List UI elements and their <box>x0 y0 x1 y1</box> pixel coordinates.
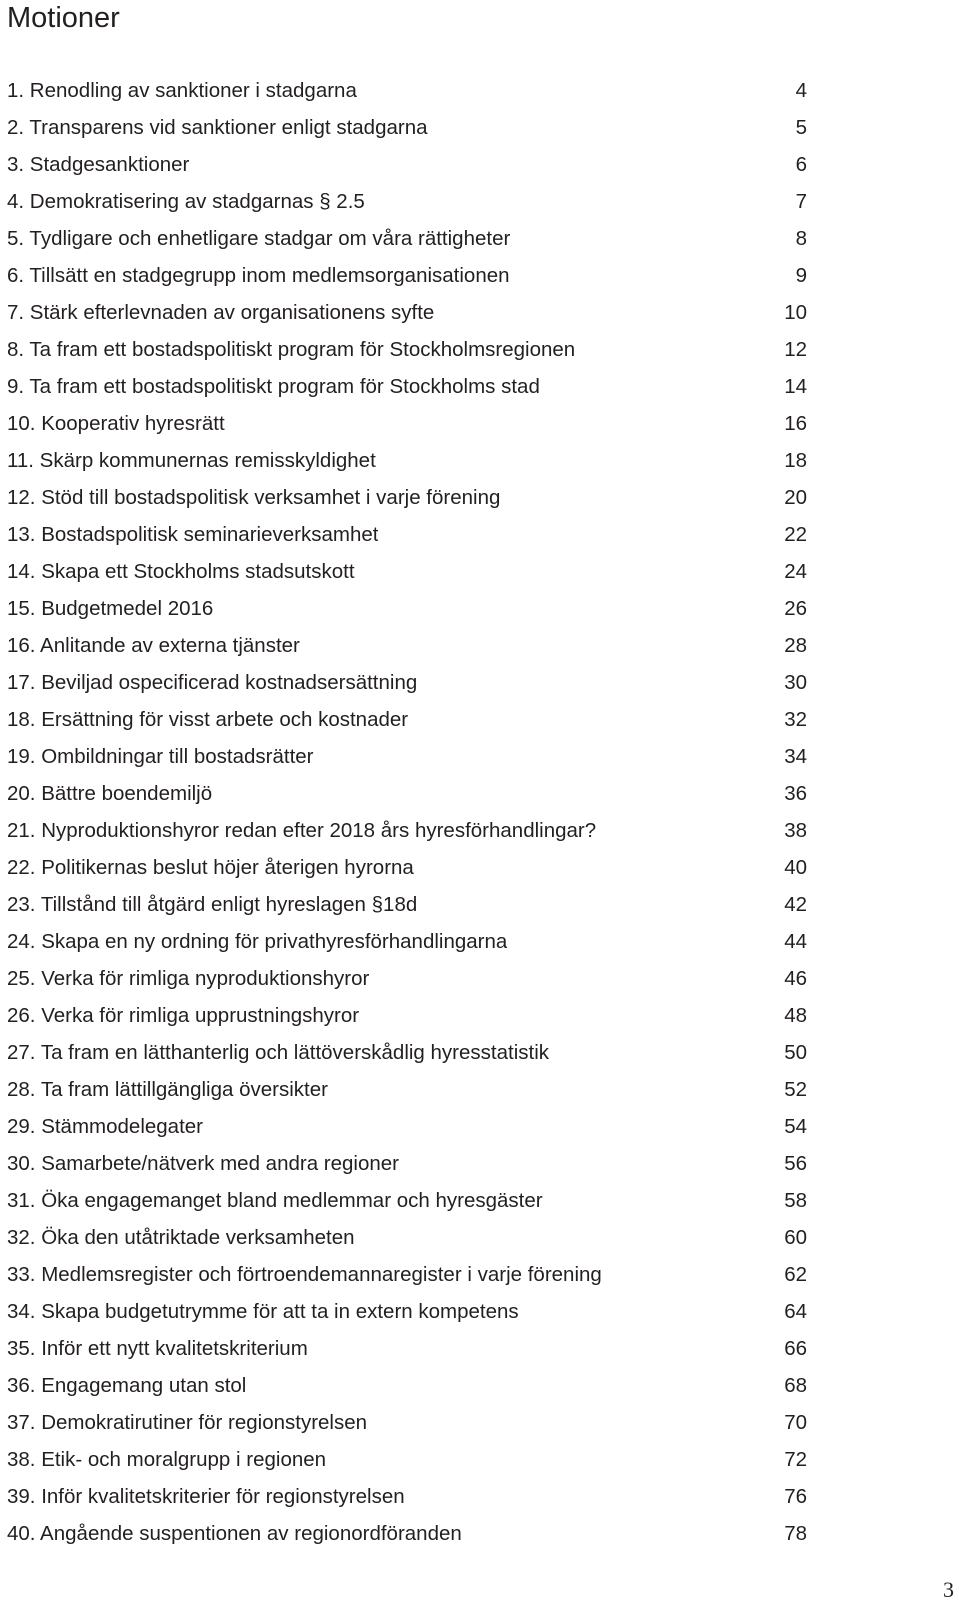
toc-item-page: 72 <box>784 1448 807 1471</box>
toc-item-title: 11. Skärp kommunernas remisskyldighet <box>7 449 376 472</box>
toc-item-page: 22 <box>784 523 807 546</box>
toc-item-page: 10 <box>784 301 807 324</box>
toc-item <box>7 257 807 294</box>
toc-item-title: 5. Tydligare och enhetligare stadgar om våra rättigheter <box>7 227 511 250</box>
toc-item <box>7 1108 807 1145</box>
toc-item <box>7 109 807 146</box>
toc-item-title: 7. Stärk efterlevnaden av organisationens syfte <box>7 301 435 324</box>
toc-item-title: 14. Skapa ett Stockholms stadsutskott <box>7 560 355 583</box>
toc-item <box>7 72 807 109</box>
toc-item <box>7 886 807 923</box>
toc-item <box>7 923 807 960</box>
toc-item <box>7 590 807 627</box>
toc-item <box>7 1034 807 1071</box>
toc-item-page: 48 <box>784 1004 807 1027</box>
toc-item <box>7 405 807 442</box>
toc-item-page: 7 <box>795 190 807 213</box>
toc-item <box>7 1478 807 1515</box>
page-number: 3 <box>943 1577 954 1602</box>
toc-item-page: 40 <box>784 856 807 879</box>
toc-item <box>7 849 807 886</box>
toc-item-page: 60 <box>784 1226 807 1249</box>
toc-item-page: 62 <box>784 1263 807 1286</box>
toc-item-page: 30 <box>784 671 807 694</box>
toc-item-title: 21. Nyproduktionshyror redan efter 2018 års hyresförhandlingar? <box>7 819 597 842</box>
toc-item-page: 78 <box>784 1522 807 1545</box>
toc-item-title: 33. Medlemsregister och förtroendemannaregister i varje förening <box>7 1263 602 1286</box>
page-title: Motioner <box>7 2 120 34</box>
toc-item <box>7 1293 807 1330</box>
toc-item-page: 52 <box>784 1078 807 1101</box>
toc-item-page: 50 <box>784 1041 807 1064</box>
toc-item <box>7 738 807 775</box>
toc-item <box>7 664 807 701</box>
toc-item-page: 70 <box>784 1411 807 1434</box>
toc-item-page: 66 <box>784 1337 807 1360</box>
toc-item <box>7 1330 807 1367</box>
toc-item <box>7 1367 807 1404</box>
toc-item <box>7 479 807 516</box>
toc-item-page: 38 <box>784 819 807 842</box>
toc-item <box>7 368 807 405</box>
toc-item <box>7 627 807 664</box>
toc-item-page: 24 <box>784 560 807 583</box>
toc-item <box>7 442 807 479</box>
toc-item-page: 20 <box>784 486 807 509</box>
toc-item <box>7 775 807 812</box>
toc-item-title: 36. Engagemang utan stol <box>7 1374 247 1397</box>
toc-item-title: 34. Skapa budgetutrymme för att ta in extern kompetens <box>7 1300 519 1323</box>
toc-item <box>7 516 807 553</box>
toc-item-page: 76 <box>784 1485 807 1508</box>
toc-item-title: 27. Ta fram en lätthanterlig och lättöverskådlig hyresstatistik <box>7 1041 549 1064</box>
toc-item <box>7 146 807 183</box>
toc-item-title: 30. Samarbete/nätverk med andra regioner <box>7 1152 400 1175</box>
toc-item-title: 32. Öka den utåtriktade verksamheten <box>7 1226 355 1249</box>
toc-item-title: 19. Ombildningar till bostadsrätter <box>7 745 314 768</box>
toc-item-page: 4 <box>795 79 807 102</box>
toc-item <box>7 997 807 1034</box>
toc-item-page: 8 <box>795 227 807 250</box>
toc-item-page: 36 <box>784 782 807 805</box>
toc-item-page: 5 <box>795 116 807 139</box>
toc-item <box>7 1145 807 1182</box>
toc-item <box>7 1071 807 1108</box>
table-of-contents <box>7 72 807 1552</box>
toc-item <box>7 331 807 368</box>
toc-item <box>7 220 807 257</box>
toc-item-page: 44 <box>784 930 807 953</box>
toc-item-page: 16 <box>784 412 807 435</box>
toc-item-title: 40. Angående suspentionen av regionordföranden <box>7 1522 462 1545</box>
toc-item-page: 46 <box>784 967 807 990</box>
toc-item-title: 25. Verka för rimliga nyproduktionshyror <box>7 967 370 990</box>
toc-item-title: 15. Budgetmedel 2016 <box>7 597 214 620</box>
toc-item-title: 22. Politikernas beslut höjer återigen hyrorna <box>7 856 414 879</box>
toc-item-title: 2. Transparens vid sanktioner enligt stadgarna <box>7 116 428 139</box>
toc-item <box>7 1404 807 1441</box>
toc-item-title: 18. Ersättning för visst arbete och kostnader <box>7 708 409 731</box>
toc-item-page: 32 <box>784 708 807 731</box>
toc-item-title: 23. Tillstånd till åtgärd enligt hyreslagen §18d <box>7 893 418 916</box>
toc-item <box>7 183 807 220</box>
toc-item-title: 29. Stämmodelegater <box>7 1115 204 1138</box>
toc-item-page: 56 <box>784 1152 807 1175</box>
toc-item-page: 26 <box>784 597 807 620</box>
toc-item <box>7 1256 807 1293</box>
toc-item-title: 10. Kooperativ hyresrätt <box>7 412 225 435</box>
toc-item-title: 35. Inför ett nytt kvalitetskriterium <box>7 1337 308 1360</box>
toc-item-page: 64 <box>784 1300 807 1323</box>
toc-item-page: 28 <box>784 634 807 657</box>
toc-item-title: 31. Öka engagemanget bland medlemmar och hyresgäster <box>7 1189 543 1212</box>
toc-item-title: 12. Stöd till bostadspolitisk verksamhet i varje förening <box>7 486 501 509</box>
toc-item-title: 9. Ta fram ett bostadspolitiskt program för Stockholms stad <box>7 375 540 398</box>
toc-item-page: 12 <box>784 338 807 361</box>
toc-item <box>7 812 807 849</box>
toc-item-page: 42 <box>784 893 807 916</box>
toc-item-title: 26. Verka för rimliga upprustningshyror <box>7 1004 360 1027</box>
toc-item <box>7 1219 807 1256</box>
toc-item-page: 58 <box>784 1189 807 1212</box>
toc-item-page: 6 <box>795 153 807 176</box>
toc-item-page: 34 <box>784 745 807 768</box>
toc-item-page: 9 <box>795 264 807 287</box>
toc-item-title: 39. Inför kvalitetskriterier för regionstyrelsen <box>7 1485 405 1508</box>
toc-item <box>7 1515 807 1552</box>
toc-item-title: 8. Ta fram ett bostadspolitiskt program för Stockholmsregionen <box>7 338 576 361</box>
toc-item-title: 3. Stadgesanktioner <box>7 153 190 176</box>
toc-item-page: 54 <box>784 1115 807 1138</box>
toc-item-page: 18 <box>784 449 807 472</box>
toc-item <box>7 960 807 997</box>
toc-item-title: 6. Tillsätt en stadgegrupp inom medlemsorganisationen <box>7 264 510 287</box>
toc-item-page: 68 <box>784 1374 807 1397</box>
toc-item-title: 24. Skapa en ny ordning för privathyresförhandlingarna <box>7 930 508 953</box>
toc-item-title: 38. Etik- och moralgrupp i regionen <box>7 1448 327 1471</box>
toc-item-title: 16. Anlitande av externa tjänster <box>7 634 300 657</box>
toc-item <box>7 1182 807 1219</box>
toc-item-title: 20. Bättre boendemiljö <box>7 782 213 805</box>
toc-item-page: 14 <box>784 375 807 398</box>
toc-item-title: 17. Beviljad ospecificerad kostnadsersättning <box>7 671 418 694</box>
toc-item-title: 28. Ta fram lättillgängliga översikter <box>7 1078 328 1101</box>
toc-item <box>7 701 807 738</box>
toc-item <box>7 1441 807 1478</box>
toc-item <box>7 553 807 590</box>
toc-item-title: 1. Renodling av sanktioner i stadgarna <box>7 79 357 102</box>
toc-item <box>7 294 807 331</box>
toc-item-title: 13. Bostadspolitisk seminarieverksamhet <box>7 523 379 546</box>
toc-item-title: 37. Demokratirutiner för regionstyrelsen <box>7 1411 368 1434</box>
toc-item-title: 4. Demokratisering av stadgarnas § 2.5 <box>7 190 365 213</box>
